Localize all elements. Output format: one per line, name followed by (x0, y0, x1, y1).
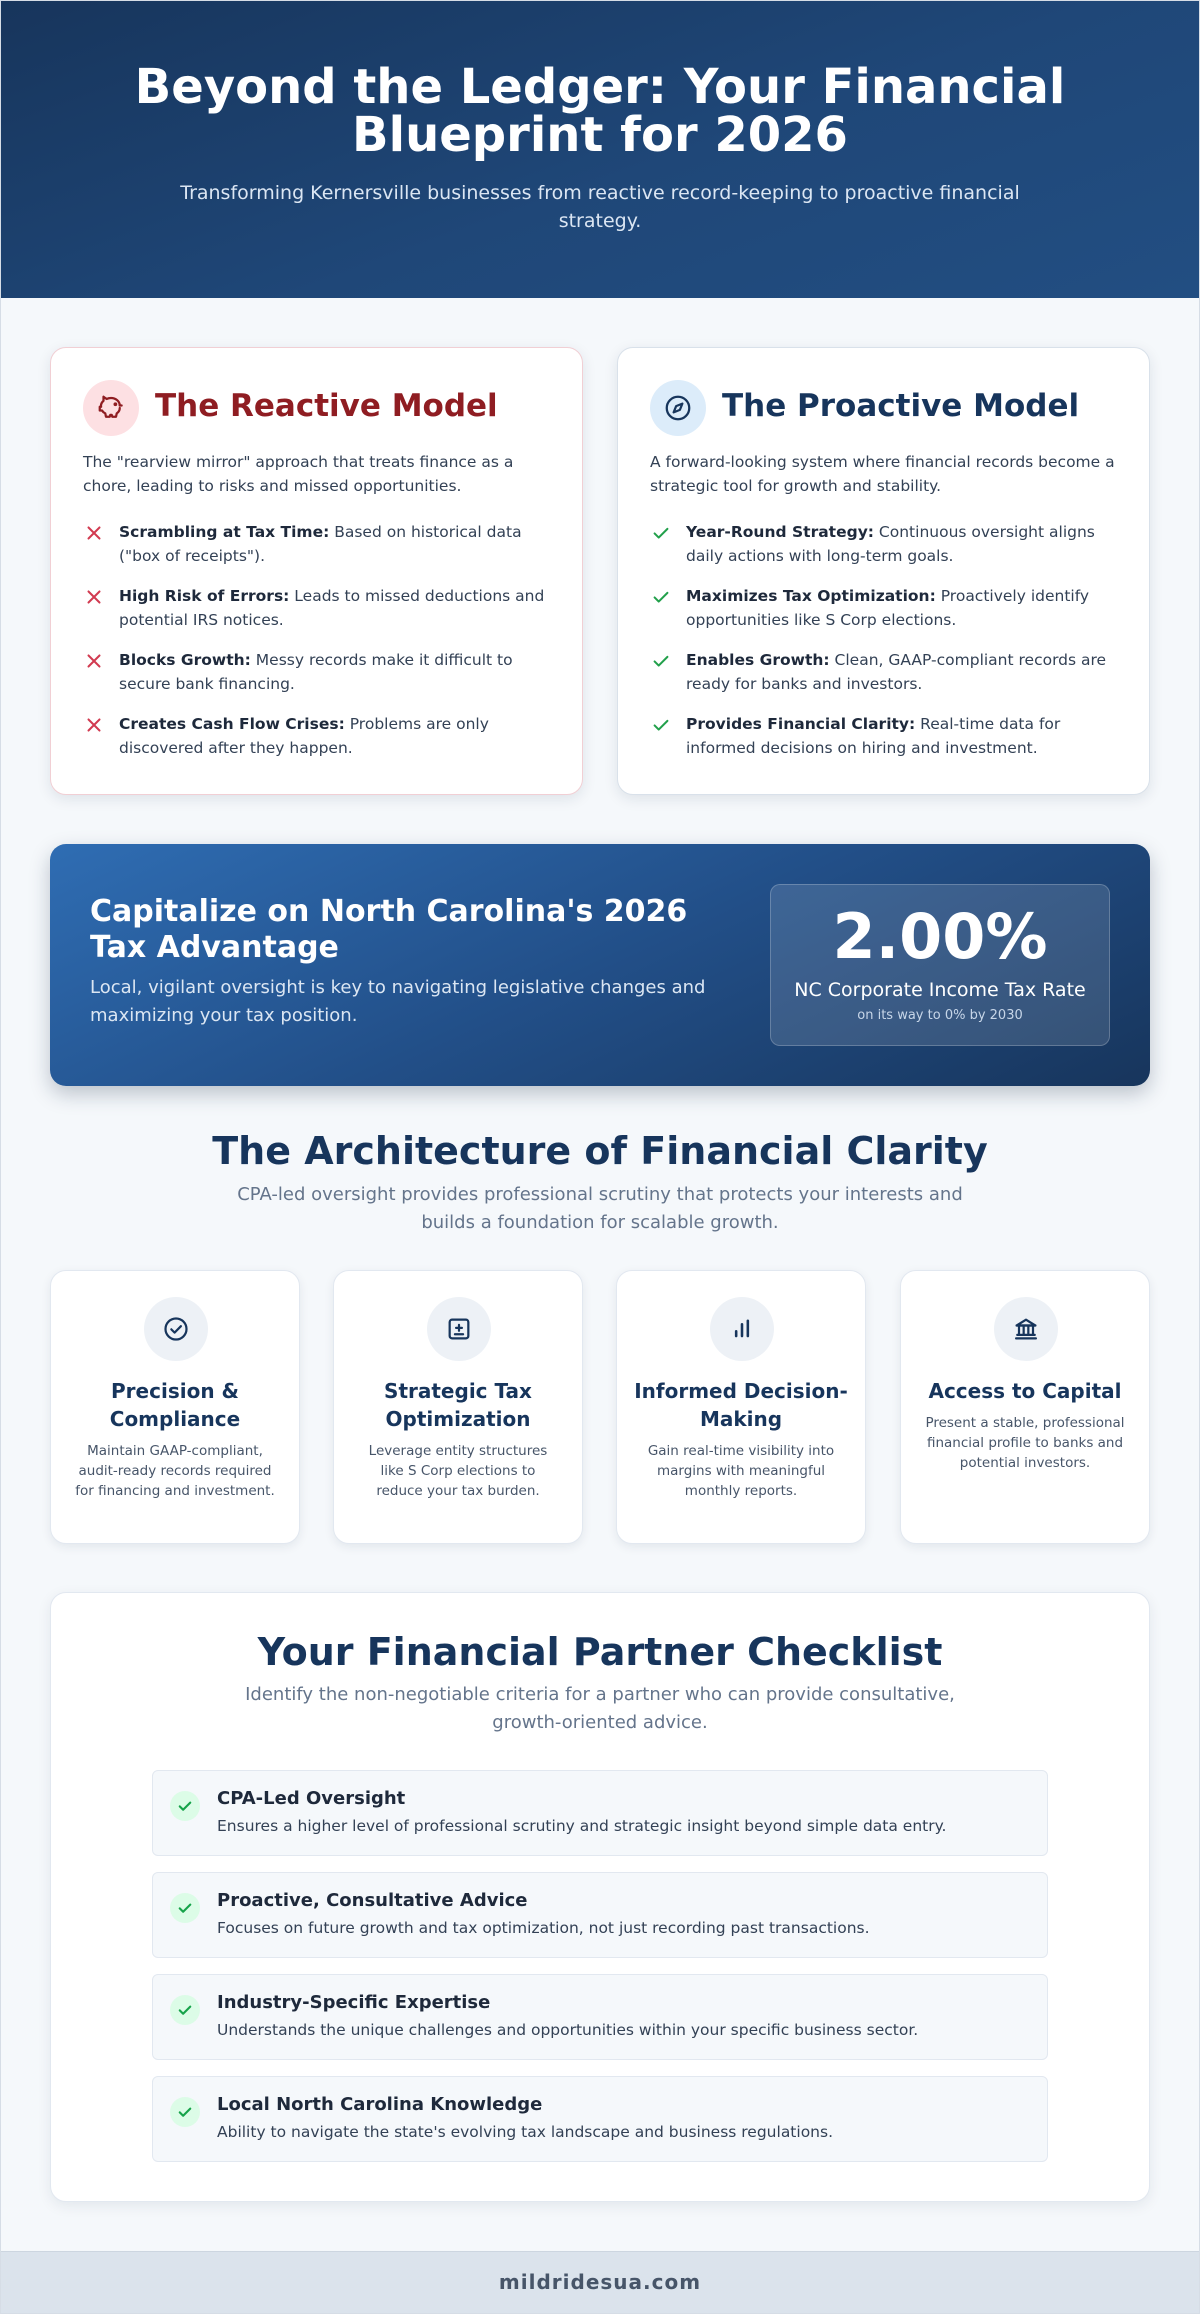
list-item-heading: Year-Round Strategy: (686, 523, 874, 541)
list-item-heading: Blocks Growth: (119, 651, 251, 669)
footer-site-link[interactable]: mildridesua.com (498, 2270, 702, 2294)
check-circle-icon (144, 1297, 208, 1361)
check-icon (650, 522, 672, 544)
list-item-text: Real-time data for informed decisions on hiring and investment. (686, 715, 1061, 757)
pillar-title: Access to Capital (928, 1379, 1122, 1403)
proactive-model-title: The Proactive Model (722, 388, 1080, 424)
pillar-title: Strategic Tax Optimization (384, 1379, 532, 1431)
checklist-item (152, 2076, 1048, 2162)
tax-document-icon (427, 1297, 491, 1361)
pillar-card-access-to-capital (900, 1270, 1150, 1544)
check-icon (170, 1791, 200, 1821)
list-item-heading: Scrambling at Tax Time: (119, 523, 330, 541)
checklist-subtitle: Identify the non-negotiable criteria for a partner who can provide consultative, growth-oriented advice. (245, 1684, 955, 1733)
proactive-model-description: A forward-looking system where financial records become a strategic tool for growth and stability. (650, 453, 1115, 495)
list-item-text: Clean, GAAP-compliant records are ready for banks and investors. (686, 651, 1107, 693)
check-icon (650, 650, 672, 672)
reactive-model-card (50, 347, 583, 795)
checklist-item-description: Ability to navigate the state's evolving tax landscape and business regulations. (217, 2123, 834, 2141)
checklist-item (152, 1770, 1048, 1856)
check-icon (170, 1995, 200, 2025)
reactive-model-list (83, 520, 550, 776)
list-item-heading: Provides Financial Clarity: (686, 715, 916, 733)
list-item (83, 584, 550, 648)
pillar-card-decision-making (616, 1270, 866, 1544)
list-item-text: Problems are only discovered after they happen. (119, 715, 489, 757)
tax-advantage-banner (50, 844, 1150, 1086)
list-item-text: Continuous oversight aligns daily actions with long-term goals. (686, 523, 1095, 565)
pillar-card-tax-optimization (333, 1270, 583, 1544)
pillar-card-precision (50, 1270, 300, 1544)
tax-rate-value: 2.00% (832, 900, 1048, 973)
list-item-text: Proactively identify opportunities like S Corp elections. (686, 587, 1090, 629)
checklist-item-title: Industry-Specific Expertise (217, 1992, 491, 2013)
checklist-item-title: Proactive, Consultative Advice (217, 1890, 528, 1911)
list-item (650, 648, 1117, 712)
pillar-title: Informed Decision-Making (634, 1379, 848, 1431)
piggy-bank-icon (83, 380, 139, 436)
check-icon (170, 1893, 200, 1923)
reactive-model-title: The Reactive Model (155, 388, 498, 424)
pillar-description: Gain real-time visibility into margins with meaningful monthly reports. (647, 1443, 835, 1499)
bar-chart-icon (710, 1297, 774, 1361)
list-item-heading: Creates Cash Flow Crises: (119, 715, 345, 733)
reactive-model-description: The "rearview mirror" approach that treats finance as a chore, leading to risks and missed opportunities. (83, 453, 514, 495)
checklist-item-description: Ensures a higher level of professional scrutiny and strategic insight beyond simple data entry. (217, 1817, 947, 1835)
tax-rate-box (770, 884, 1110, 1046)
list-item-heading: High Risk of Errors: (119, 587, 290, 605)
list-item-text: Leads to missed deductions and potential IRS notices. (119, 587, 545, 629)
list-item (650, 584, 1117, 648)
pillar-description: Leverage entity structures like S Corp elections to reduce your tax burden. (368, 1443, 548, 1499)
x-icon (83, 586, 105, 608)
list-item (650, 520, 1117, 584)
compass-icon (650, 380, 706, 436)
x-icon (83, 522, 105, 544)
pillar-title: Precision & Compliance (109, 1379, 241, 1431)
checklist-item-description: Focuses on future growth and tax optimization, not just recording past transactions. (217, 1919, 870, 1937)
architecture-title: The Architecture of Financial Clarity (212, 1129, 988, 1173)
tax-rate-note: on its way to 0% by 2030 (857, 1008, 1023, 1023)
hero-header (1, 1, 1199, 298)
tax-rate-label: NC Corporate Income Tax Rate (794, 979, 1086, 1001)
tax-banner-subtitle: Local, vigilant oversight is key to navigating legislative changes and maximizing your tax position. (90, 977, 706, 1026)
checklist-title: Your Financial Partner Checklist (257, 1630, 943, 1674)
list-item-heading: Enables Growth: (686, 651, 830, 669)
check-icon (650, 586, 672, 608)
x-icon (83, 650, 105, 672)
bank-icon (994, 1297, 1058, 1361)
checklist-item-title: Local North Carolina Knowledge (217, 2094, 543, 2115)
proactive-model-list (650, 520, 1117, 776)
list-item (83, 648, 550, 712)
list-item-heading: Maximizes Tax Optimization: (686, 587, 936, 605)
page-subtitle: Transforming Kernersville businesses from reactive record-keeping to proactive financial strategy. (180, 182, 1020, 232)
checklist-item-description: Understands the unique challenges and opportunities within your specific business sector. (217, 2021, 919, 2039)
checklist-item (152, 1872, 1048, 1958)
list-item-text: Based on historical data ("box of receipts"). (119, 523, 522, 565)
architecture-subtitle: CPA-led oversight provides professional scrutiny that protects your interests and builds a foundation for scalable growth. (237, 1184, 963, 1233)
footer (1, 2251, 1199, 2313)
pillar-description: Present a stable, professional financial profile to banks and potential investors. (925, 1415, 1125, 1471)
list-item (83, 712, 550, 776)
pillar-description: Maintain GAAP-compliant, audit-ready records required for financing and investment. (75, 1443, 275, 1499)
partner-checklist (50, 1592, 1150, 2202)
checklist-item (152, 1974, 1048, 2060)
x-icon (83, 714, 105, 736)
proactive-model-card (617, 347, 1150, 795)
list-item (83, 520, 550, 584)
tax-banner-title: Capitalize on North Carolina's 2026 Tax Advantage (90, 894, 688, 965)
page-title: Beyond the Ledger: Your Financial Blueprint for 2026 (134, 59, 1066, 163)
checklist-item-title: CPA-Led Oversight (217, 1788, 406, 1809)
check-icon (170, 2097, 200, 2127)
check-icon (650, 714, 672, 736)
list-item (650, 712, 1117, 776)
list-item-text: Messy records make it difficult to secure bank financing. (119, 651, 513, 693)
